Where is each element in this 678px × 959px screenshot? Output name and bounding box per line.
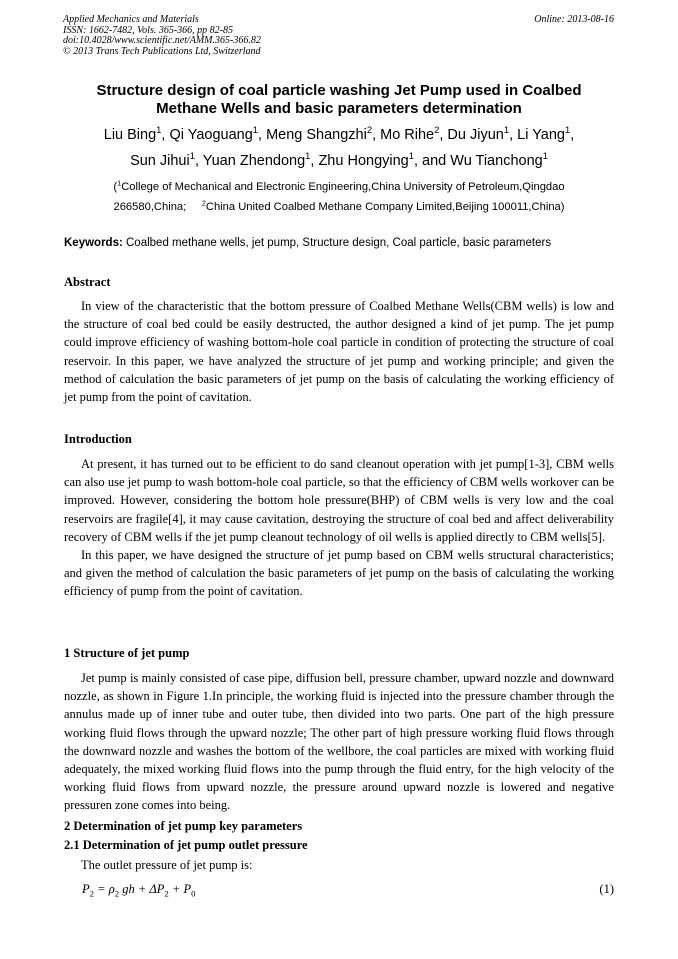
author — [266, 124, 373, 143]
abstract-heading: Abstract — [64, 275, 111, 289]
keywords — [64, 236, 624, 251]
author — [447, 124, 510, 143]
author-affiliation-mark: 1 — [564, 124, 571, 136]
author-name: Meng Shangzhi — [266, 127, 367, 143]
author-affiliation-mark: 1 — [408, 150, 414, 162]
equation-1 — [82, 881, 614, 902]
author-name: Du Jiyun — [447, 127, 504, 143]
author-name: Yuan Zhendong — [202, 153, 306, 169]
author — [169, 124, 258, 143]
author-affiliation-mark: 2 — [434, 124, 440, 136]
author-name: Mo Rihe — [380, 127, 435, 143]
affiliation-2-mark: 2 — [201, 198, 206, 208]
author — [130, 150, 195, 169]
issn-line: ISSN: 1662-7482, Vols. 365-366, pp 82-85 — [63, 24, 233, 36]
author-name: Li Yang — [517, 127, 565, 143]
affiliations: ($^1$College of Mechanical and Electronic Engineering,China University of Petroleum,Qingdao 266580,China; $^2$China United Coalbed Methane Company Limited,Beijing 100011,China) — [113, 178, 565, 213]
author — [380, 124, 440, 143]
author-affiliation-mark: 1 — [542, 150, 548, 162]
author — [103, 124, 162, 143]
author-affiliation-mark: 1 — [252, 124, 258, 136]
section-1-paragraph: Jet pump is mainly consisted of case pipe, diffusion bell, pressure chamber, upward nozzle and downward nozzle, as shown in Figure 1.In principle, the working fluid is injected into the pressure chamber through the annulus made up of inner tube and outer tube, then divided into two parts. One part of the high pressure working fluid flows through the upward nozzle; The other part of high pressure working fluid flows through the downward nozzle and washes the bottom of the wellbore, the coal particles are mixed with working fluid adequately, the mixed working fluid flows into the pump through the fluid entry, for the high velocity of the working fluid flows from upward nozzle, the pressure around upward nozzle is lowered and negative pressuren zone comes into being. — [64, 671, 614, 813]
introduction-paragraph-1: At present, it has turned out to be efficient to do sand cleanout operation with jet pump[1-3], CBM wells can also use jet pump to wash bottom-hole coal particle, so that the efficiency of CBM wells workover can be improved. However, considering the bottom hole pressure(BHP) of CBM wells is very low and the coal reservoirs are fragile[4], it may cause cavitation, destroying the structure of coal bed and affect deliverability recovery of CBM wells if the jet pump cleanout technology of oil wells is applied directly to CBM wells[5]. — [64, 457, 614, 544]
introduction-paragraph-2: In this paper, we have designed the structure of jet pump based on CBM wells structural characteristics; and given the method of calculation the basic parameters of jet pump on the basis of calculating the working efficiency of pump from the point of cavitation. — [64, 548, 614, 599]
keywords-label: Keywords: — [64, 237, 123, 249]
doi-line: doi:10.4028/www.scientific.net/AMM.365-366.82 — [63, 35, 261, 47]
introduction-heading: Introduction — [64, 432, 132, 446]
introduction-body — [64, 455, 614, 601]
author-affiliation-mark: 1 — [503, 124, 510, 136]
author — [517, 124, 571, 143]
section-2-1-heading: 2.1 Determination of jet pump outlet pressure — [64, 838, 308, 852]
paper-title: Structure design of coal particle washing Jet Pump used in Coalbed Methane Wells and basic parameters determination — [96, 82, 582, 117]
author-joiner: and — [422, 153, 451, 169]
author — [450, 150, 548, 169]
affiliation-1-mark: 1 — [117, 178, 122, 188]
equation-formula: $P_2 = \rho_2$ gh + $\Delta P_2 + P_0$ — [82, 882, 196, 899]
affiliation-1: College of Mechanical and Electronic Engineering,China University of Petroleum,Qingdao 266580,China; — [113, 181, 565, 213]
journal-header — [63, 15, 393, 57]
section-2-1-paragraph: The outlet pressure of jet pump is: — [81, 858, 253, 872]
section-1-heading: 1 Structure of jet pump — [64, 646, 190, 660]
copyright-line: © 2013 Trans Tech Publications Ltd, Switzerland — [63, 45, 261, 57]
author — [202, 150, 311, 169]
author-affiliation-mark: 1 — [189, 150, 195, 162]
keywords-text: Coalbed methane wells, jet pump, Structure design, Coal particle, basic parameters — [126, 237, 552, 249]
online-date: Online: 2013-08-16 — [534, 14, 614, 25]
author-name: Liu Bing — [103, 127, 157, 143]
equation-number: (1) — [599, 882, 614, 896]
author-name: Qi Yaoguang — [169, 127, 253, 143]
author-name: Sun Jihui — [130, 153, 190, 169]
affiliation-2: China United Coalbed Methane Company Limited,Beijing 100011,China) — [205, 201, 565, 213]
abstract-text: In view of the characteristic that the bottom pressure of Coalbed Methane Wells(CBM wells) is low and the structure of coal bed could be easily destructed, the author designed a kind of jet pump. The jet pump could improve efficiency of washing bottom-hole coal particle in condition of protecting the structure of coal reservoir. In this paper, we have analyzed the structure of jet pump and working principle; and given the method of calculation the basic parameters of jet pump on the basis of calculating the working efficiency of jet pump from the point of cavitation. — [64, 299, 614, 405]
author-affiliation-mark: 1 — [156, 124, 162, 136]
journal-name: Applied Mechanics and Materials — [63, 14, 199, 25]
author-name: Zhu Hongying — [318, 153, 409, 169]
author-affiliation-mark: 2 — [366, 124, 373, 136]
author-list: Liu Bing$^1$, Qi Yaoguang$^1$, Meng Shangzhi$^2$, Mo Rihe$^2$, Du Jiyun$^1$, Li Yang$^1$, Sun Jihui$^1$, Yuan Zhendong$^1$, Zhu Hongying$^1$, and Wu Tianchong$^1$ — [103, 124, 575, 169]
author-affiliation-mark: 1 — [305, 150, 311, 162]
section-2-heading: 2 Determination of jet pump key parameters — [64, 819, 303, 833]
author — [318, 150, 414, 169]
author-name: Wu Tianchong — [450, 153, 543, 169]
